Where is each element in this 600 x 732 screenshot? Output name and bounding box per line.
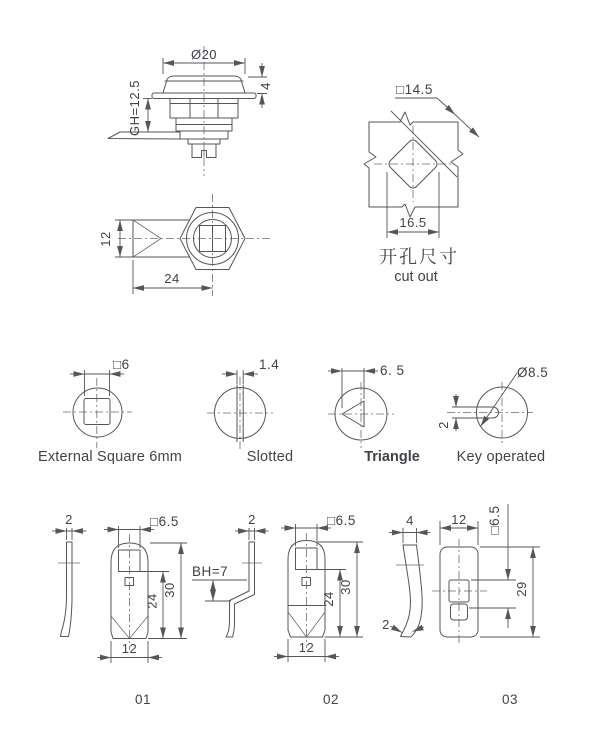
driver-triangle — [328, 363, 420, 465]
lock-front-view — [98, 194, 270, 296]
dim-grip-height: GH=12.5 — [127, 80, 142, 136]
driver-slotted — [207, 357, 293, 465]
dim-cam01-square: □6.5 — [150, 514, 179, 529]
dim-cam03-top: 4 — [406, 513, 414, 528]
cutout-view — [364, 82, 479, 285]
dim-slot-width: 1.4 — [259, 357, 280, 372]
panel-outline — [369, 112, 458, 125]
lock-side-view — [108, 46, 273, 176]
dim-arm-length: 24 — [164, 271, 180, 286]
dim-cam02-square: □6.5 — [327, 513, 356, 528]
driver-label-triangle: Triangle — [364, 449, 420, 465]
dim-key-diameter: Ø8.5 — [517, 365, 549, 380]
dim-cam01-thickness: 2 — [65, 512, 73, 527]
dim-key-slot-height: 2 — [436, 421, 451, 429]
cutout-title-en: cut out — [394, 269, 438, 285]
cam-01 — [52, 512, 187, 707]
dim-square-size: □6 — [113, 357, 130, 372]
dim-cap-height: 4 — [258, 82, 273, 90]
driver-label-slotted: Slotted — [246, 449, 294, 465]
dim-cam03-width: 12 — [451, 512, 467, 527]
driver-circle — [73, 388, 122, 437]
cam02-label: 02 — [322, 692, 340, 707]
dim-cutout-square: □14.5 — [396, 82, 433, 97]
dim-cam02-thickness: 2 — [248, 512, 256, 527]
dim-cam02-inner: 24 — [321, 591, 336, 607]
cam01-label: 01 — [134, 692, 152, 707]
dim-cam01-width: 12 — [121, 641, 138, 656]
dim-cam01-outer: 30 — [162, 582, 177, 598]
dim-cam03-height: 29 — [514, 581, 529, 597]
cam02-side-profile — [226, 542, 255, 637]
cam03-side-profile — [401, 545, 423, 637]
dim-cam02-width: 12 — [298, 640, 315, 655]
dim-cam01-inner: 24 — [144, 593, 160, 609]
lock-cam-arm — [108, 132, 180, 139]
dim-cap-diameter: Ø20 — [190, 47, 218, 62]
cam03-label: 03 — [501, 692, 519, 707]
dim-cam03-bottom: 2 — [382, 617, 390, 632]
dim-arm-height: 12 — [98, 231, 113, 247]
dim-cam02-bend: BH=7 — [192, 564, 229, 579]
dim-triangle-size: 6. 5 — [380, 363, 405, 378]
dim-cam03-square: □6.5 — [487, 505, 502, 535]
driver-external-square — [38, 357, 182, 465]
cam01-side-profile — [61, 542, 73, 637]
driver-key-operated — [436, 365, 548, 465]
dim-cutout-width: 16.5 — [399, 215, 427, 230]
cam-02 — [192, 512, 363, 707]
cutout-title-cn: 开孔尺寸 — [379, 247, 459, 267]
cam-03 — [382, 504, 540, 707]
driver-label-external-square: External Square 6mm — [37, 449, 183, 465]
driver-label-key-operated: Key operated — [456, 449, 546, 465]
dim-cam02-outer: 30 — [338, 579, 353, 595]
